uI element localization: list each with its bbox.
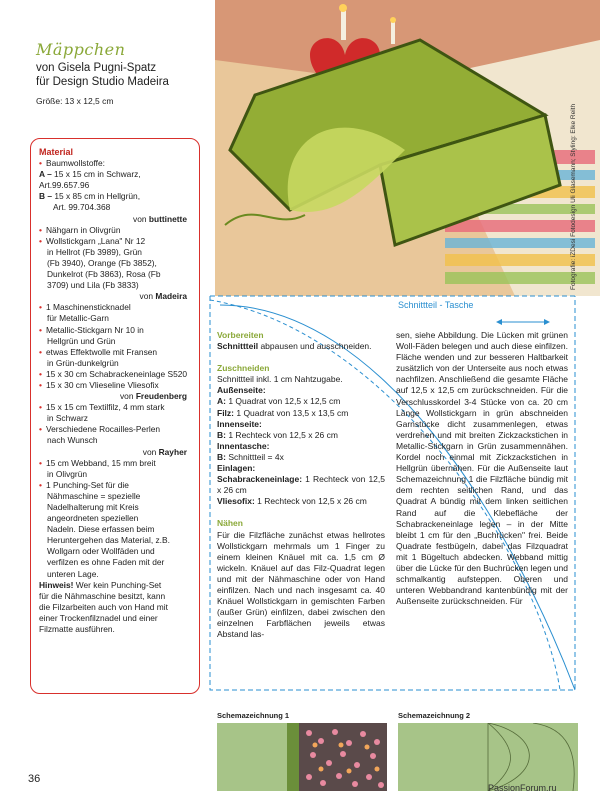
material-line: Nähmaschine = spezielle	[47, 490, 141, 501]
bullet-icon: •	[39, 402, 42, 413]
material-line: Art. 99.704.368	[53, 202, 111, 213]
material-box	[30, 138, 200, 694]
note-line: Hinweis! Wer kein Punching-Set	[39, 579, 162, 590]
material-line: • Nähgarn in Olivgrün	[39, 224, 121, 235]
material-line: 3709) und Lila (Fb 3833)	[47, 280, 139, 291]
material-line: angeordneten speziellen	[47, 513, 139, 524]
material-line: Art.99.657.96	[39, 180, 90, 191]
supplier-line: von Freudenberg	[119, 391, 187, 402]
paragraph: Für die Filzfläche zunächst etwas hellrotes Wollstickgarn mehrmals um 1 Finger zu einem kleinen Knäuel mit ca. 1,5 cm Ø wickeln. Knäuel auf das Filz-Quadrat legen und mit der Nähmaschine oder von Hand einfilzen. Nach und nach insgesamt ca. 40 Knäuel Wollstickgarn in gemischten Farben (außer Grün) einfilzen, dabei zwischen den einzelnen Farbflächen jeweils etwas Abstand las-	[217, 529, 385, 640]
byline-author: von Gisela Pugni-Spatz	[36, 62, 157, 74]
cut-item: B: 1 Rechteck von 12,5 x 26 cm	[217, 429, 338, 440]
material-line: • Wollstickgarn „Lana" Nr 12	[39, 235, 146, 246]
byline-studio: für Design Studio Madeira	[36, 76, 169, 88]
sub-heading: Innenseite:	[217, 418, 262, 429]
supplier-line: von Madeira	[139, 291, 187, 302]
cut-pattern-label: Schnittteil - Tasche	[398, 300, 474, 310]
material-line: • 15 cm Webband, 15 mm breit	[39, 457, 156, 468]
arrow-left-icon	[496, 319, 502, 325]
material-line: Nadeln. Diese erfassen beim	[47, 524, 155, 535]
paragraph: sen, siehe Abbildung. Die Lücken mit grünen Woll-Fäden belegen und auch diese einfilzen. Fläche wenden und zur besseren Haltbarkeit zusätzlich von der Unterseite aus noch etwas nachfilzen. Anschließend die gesamte Fläche auf 12,5 x 12,5 cm zurückschneiden. Für die Verschlusskordel 3-4 Stücke von ca. 20 cm Länge Wollstickgarn in grün abschneiden Garnstücke dicht zusammenlegen, etwas verdrehen und mit breiten Zickzackstichen in Metallic-Stickgarn in Grün zusammennähen. Kordel noch einmal mit Zickzackstichen in Hellgrün übernähen. Für die Außenseite laut Schemazeichnung 1 die Filzfläche bündig mit dem rechten seitlichen Rand, und das Quadrat A bündig mit dem linken seitlichen Rand auf die Klebefläche der Schabrackeneinlage legen – in der Mitte bleibt 1 cm für den „Buchrücken" frei. Beide Quadrate festbügeln, dabei das Filzquadrat mit 1 Bügeltuch abdecken. Webband mittig über die Lücke für den Buchrücken legen und schmalkantig aufsteppen. Oberen und unteren Webbandrand kantenbündig mit der Außenseite zurückschneiden. Für	[396, 330, 568, 607]
material-line: • Metallic-Stickgarn Nr 10 in	[39, 324, 144, 335]
bullet-icon: •	[39, 479, 42, 490]
material-line: unteren Lage.	[47, 568, 99, 579]
material-line: in Hellrot (Fb 3989), Grün	[47, 246, 142, 257]
material-line: Heruntergehen das Material, z.B.	[47, 535, 170, 546]
material-line: B – 15 x 85 cm in Hellgrün,	[39, 191, 141, 202]
material-line: in Grün-dunkelgrün	[47, 357, 119, 368]
note-line: für die Nähmaschine besitzt, kann	[39, 590, 166, 601]
arrow-right-icon	[544, 319, 550, 325]
bullet-icon: •	[39, 302, 42, 313]
instructions-column-left	[217, 330, 385, 640]
material-line: A – 15 x 15 cm in Schwarz,	[39, 169, 141, 180]
watermark: PassionForum.ru	[488, 783, 557, 793]
material-heading: Material	[39, 147, 74, 157]
bullet-icon: •	[39, 224, 42, 235]
section-heading: Nähen	[217, 518, 243, 529]
material-line: in Schwarz	[47, 413, 88, 424]
section-heading: Vorbereiten	[217, 330, 264, 340]
photo-credit: Fotografie: iZDesi Fotodesign Uli Glasemann; Styling: Elke Reith	[570, 103, 577, 290]
note-line: Filzmatte ausführen.	[39, 624, 115, 635]
bullet-icon: •	[39, 379, 42, 390]
bullet-icon: •	[39, 158, 42, 169]
product-photo	[215, 0, 600, 296]
paragraph: Schnittteil abpausen und ausschneiden.	[217, 341, 372, 352]
material-line: • 1 Punching-Set für die	[39, 479, 129, 490]
paragraph: Schnittteil inkl. 1 cm Nahtzugabe.	[217, 374, 343, 385]
cut-item: B: Schnittteil = 4x	[217, 451, 284, 462]
bullet-icon: •	[39, 346, 42, 357]
schema-2-label: Schemazeichnung 2	[398, 711, 471, 720]
note-line: einer Trockenfilznadel und einer	[39, 612, 158, 623]
schema-drawing-2	[398, 723, 578, 791]
schema-1-label: Schemazeichnung 1	[217, 711, 290, 720]
sub-heading: Einlagen:	[217, 463, 256, 474]
bullet-icon: •	[39, 368, 42, 379]
material-line: (Fb 3940), Orange (Fb 3852),	[47, 257, 157, 268]
bullet-icon: •	[39, 324, 42, 335]
instructions-column-right	[396, 330, 568, 607]
material-line: verfilzen es ohne Faden mit der	[47, 557, 165, 568]
material-line: in Olivgrün	[47, 468, 88, 479]
article-title: Mäppchen	[36, 40, 126, 59]
byline	[36, 61, 169, 89]
bullet-icon: •	[39, 235, 42, 246]
bullet-icon: •	[39, 424, 42, 435]
schema-drawing-1	[217, 723, 387, 791]
sub-heading: Außenseite:	[217, 385, 266, 396]
supplier-line: von Rayher	[142, 446, 187, 457]
material-line: • etwas Effektwolle mit Fransen	[39, 346, 158, 357]
material-line: Hellgrün und Grün	[47, 335, 116, 346]
bullet-icon: •	[39, 457, 42, 468]
material-line: • 15 x 30 cm Vlieseline Vliesofix	[39, 379, 159, 390]
material-line: nach Wunsch	[47, 435, 98, 446]
material-line: für Metallic-Garn	[47, 313, 109, 324]
material-line: • 15 x 15 cm Textilfilz, 4 mm stark	[39, 402, 165, 413]
supplier-line: von buttinette	[133, 213, 187, 224]
page-number: 36	[28, 773, 41, 785]
material-line: Nadelhalterung mit Kreis	[47, 502, 139, 512]
photo-illustration	[215, 0, 600, 296]
cut-item: Vliesofix: 1 Rechteck von 12,5 x 26 cm	[217, 496, 367, 507]
note-line: die Filzarbeiten auch von Hand mit	[39, 601, 168, 612]
material-line: • Verschiedene Rocailles-Perlen	[39, 424, 161, 435]
section-heading: Zuschneiden	[217, 363, 270, 374]
material-line: • Baumwollstoffe:	[39, 158, 105, 169]
material-line: • 1 Maschinensticknadel	[39, 302, 131, 313]
cut-item: Filz: 1 Quadrat von 13,5 x 13,5 cm	[217, 407, 349, 418]
material-line: • 15 x 30 cm Schabrackeneinlage S520	[39, 368, 188, 379]
material-line: Dunkelrot (Fb 3863), Rosa (Fb	[47, 269, 161, 280]
sub-heading: Innentasche:	[217, 440, 270, 451]
material-line: Wollgarn oder Wollfäden und	[47, 546, 155, 557]
cut-item: A: 1 Quadrat von 12,5 x 12,5 cm	[217, 396, 341, 407]
cut-item: Schabrackeneinlage: 1 Rechteck von 12,5 x 26 cm	[217, 474, 385, 496]
size-info: Größe: 13 x 12,5 cm	[36, 96, 114, 106]
